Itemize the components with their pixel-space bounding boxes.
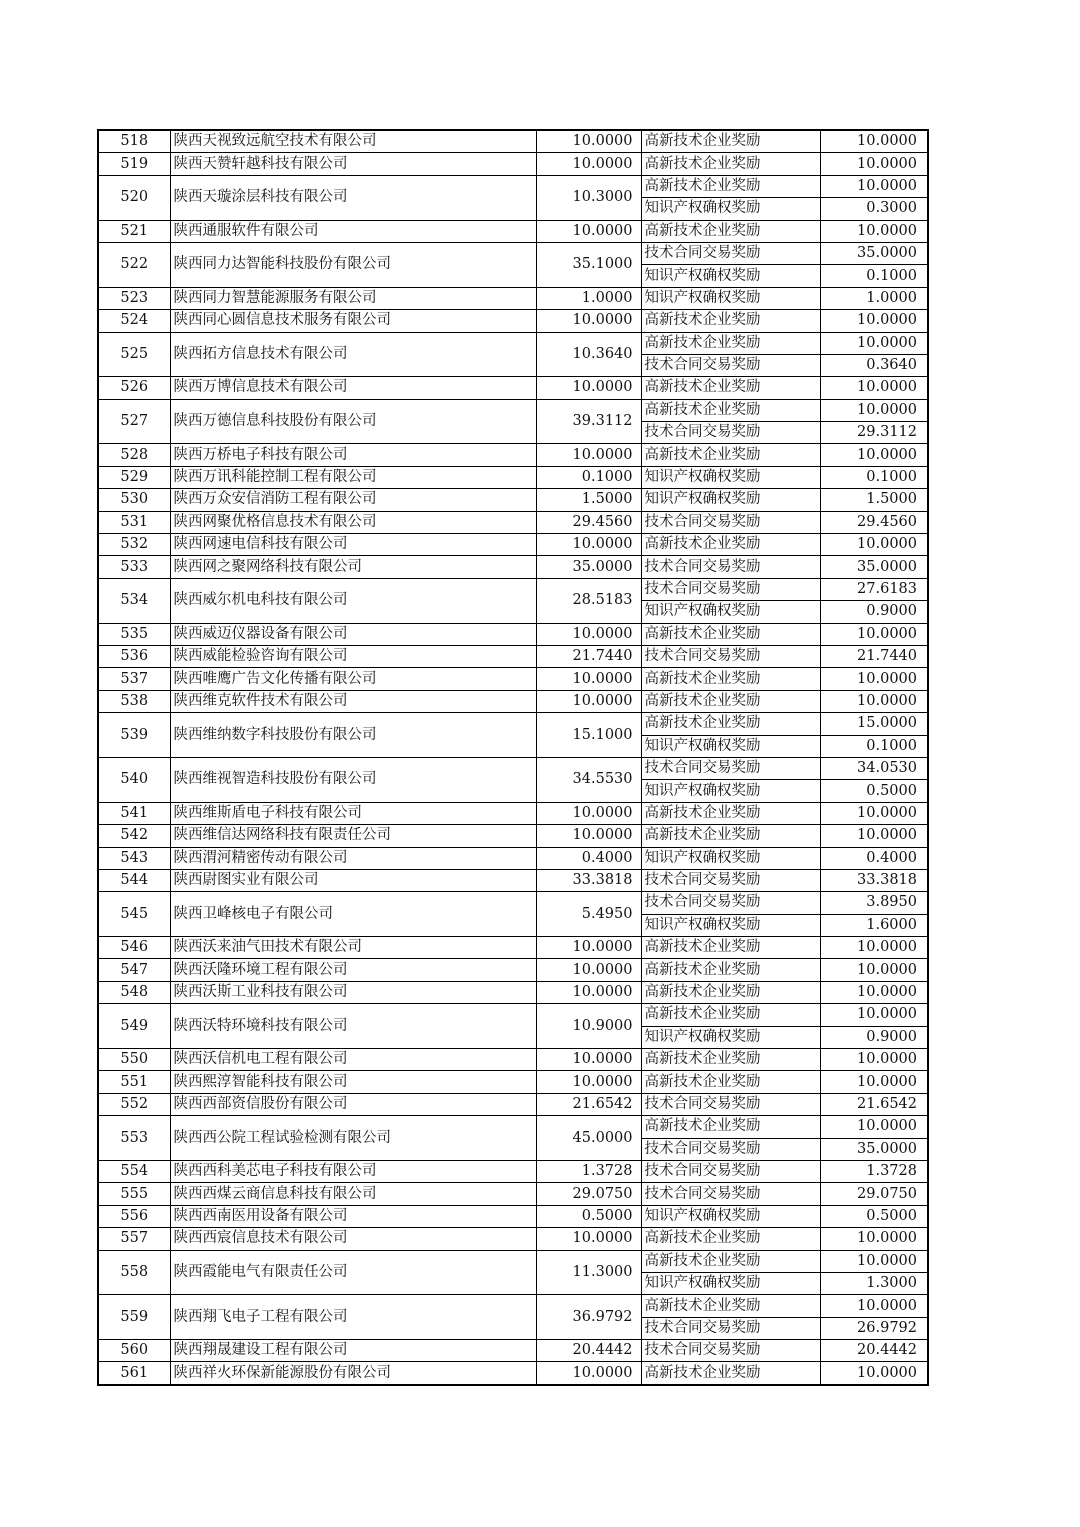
row-number: 530 <box>98 489 170 511</box>
total-amount: 10.0000 <box>536 1362 641 1385</box>
company-name: 陕西拓方信息技术有限公司 <box>170 332 536 377</box>
total-amount: 29.4560 <box>536 511 641 533</box>
table-row <box>98 242 928 264</box>
award-type: 知识产权确权奖励 <box>641 735 820 757</box>
award-amount: 10.0000 <box>820 399 928 421</box>
award-amount: 0.5000 <box>820 780 928 802</box>
company-name: 陕西尉图实业有限公司 <box>170 869 536 891</box>
table-row <box>98 220 928 242</box>
award-type: 知识产权确权奖励 <box>641 466 820 488</box>
table-row <box>98 1093 928 1115</box>
company-name: 陕西熙淳智能科技有限公司 <box>170 1071 536 1093</box>
total-amount: 10.0000 <box>536 310 641 332</box>
total-amount: 10.0000 <box>536 668 641 690</box>
award-amount: 10.0000 <box>820 444 928 466</box>
table-row <box>98 713 928 735</box>
total-amount: 39.3112 <box>536 399 641 444</box>
row-number: 528 <box>98 444 170 466</box>
award-amount: 1.5000 <box>820 489 928 511</box>
total-amount: 10.9000 <box>536 1004 641 1049</box>
award-amount: 0.9000 <box>820 601 928 623</box>
company-name: 陕西威尔机电科技有限公司 <box>170 578 536 623</box>
total-amount: 1.3728 <box>536 1160 641 1182</box>
table-row <box>98 1004 928 1026</box>
award-type: 知识产权确权奖励 <box>641 1205 820 1227</box>
table-row <box>98 1228 928 1250</box>
row-number: 557 <box>98 1228 170 1250</box>
row-number: 549 <box>98 1004 170 1049</box>
company-name: 陕西翔晟建设工程有限公司 <box>170 1340 536 1362</box>
table-row <box>98 489 928 511</box>
award-amount: 10.0000 <box>820 1362 928 1385</box>
award-amount: 10.0000 <box>820 377 928 399</box>
total-amount: 35.1000 <box>536 242 641 287</box>
table-row <box>98 1071 928 1093</box>
award-amount: 10.0000 <box>820 937 928 959</box>
award-type: 知识产权确权奖励 <box>641 1272 820 1294</box>
table-row <box>98 444 928 466</box>
award-type: 技术合同交易奖励 <box>641 1317 820 1339</box>
company-name: 陕西维信达网络科技有限责任公司 <box>170 825 536 847</box>
award-amount: 10.0000 <box>820 981 928 1003</box>
award-type: 高新技术企业奖励 <box>641 802 820 824</box>
award-amount: 29.3112 <box>820 422 928 444</box>
award-amount: 10.0000 <box>820 959 928 981</box>
row-number: 522 <box>98 242 170 287</box>
award-type: 技术合同交易奖励 <box>641 511 820 533</box>
company-name: 陕西西公院工程试验检测有限公司 <box>170 1116 536 1161</box>
award-type: 高新技术企业奖励 <box>641 444 820 466</box>
company-name: 陕西祥火环保新能源股份有限公司 <box>170 1362 536 1385</box>
award-amount: 20.4442 <box>820 1340 928 1362</box>
award-type: 高新技术企业奖励 <box>641 713 820 735</box>
company-name: 陕西霞能电气有限责任公司 <box>170 1250 536 1295</box>
table-row <box>98 287 928 309</box>
award-type: 技术合同交易奖励 <box>641 354 820 376</box>
row-number: 544 <box>98 869 170 891</box>
row-number: 548 <box>98 981 170 1003</box>
award-type: 知识产权确权奖励 <box>641 914 820 936</box>
table-row <box>98 332 928 354</box>
company-name: 陕西天视致远航空技术有限公司 <box>170 130 536 153</box>
company-name: 陕西维视智造科技股份有限公司 <box>170 757 536 802</box>
table-row <box>98 690 928 712</box>
table-row <box>98 825 928 847</box>
award-amount: 0.4000 <box>820 847 928 869</box>
company-name: 陕西沃斯工业科技有限公司 <box>170 981 536 1003</box>
row-number: 533 <box>98 556 170 578</box>
total-amount: 21.6542 <box>536 1093 641 1115</box>
total-amount: 15.1000 <box>536 713 641 758</box>
award-type: 知识产权确权奖励 <box>641 489 820 511</box>
total-amount: 33.3818 <box>536 869 641 891</box>
award-type: 高新技术企业奖励 <box>641 1295 820 1317</box>
table-row <box>98 556 928 578</box>
award-type: 高新技术企业奖励 <box>641 153 820 175</box>
company-name: 陕西同力智慧能源服务有限公司 <box>170 287 536 309</box>
total-amount: 10.0000 <box>536 444 641 466</box>
total-amount: 10.0000 <box>536 1049 641 1071</box>
award-type: 技术合同交易奖励 <box>641 422 820 444</box>
total-amount: 0.1000 <box>536 466 641 488</box>
total-amount: 28.5183 <box>536 578 641 623</box>
company-name: 陕西唯鹰广告文化传播有限公司 <box>170 668 536 690</box>
award-type: 高新技术企业奖励 <box>641 825 820 847</box>
company-name: 陕西威能检验咨询有限公司 <box>170 645 536 667</box>
award-amount: 33.3818 <box>820 869 928 891</box>
row-number: 560 <box>98 1340 170 1362</box>
row-number: 542 <box>98 825 170 847</box>
company-name: 陕西网聚优格信息技术有限公司 <box>170 511 536 533</box>
award-type: 技术合同交易奖励 <box>641 869 820 891</box>
award-type: 高新技术企业奖励 <box>641 1116 820 1138</box>
award-amount: 35.0000 <box>820 242 928 264</box>
total-amount: 36.9792 <box>536 1295 641 1340</box>
company-name: 陕西同力达智能科技股份有限公司 <box>170 242 536 287</box>
award-type: 高新技术企业奖励 <box>641 1362 820 1385</box>
award-amount: 0.5000 <box>820 1205 928 1227</box>
row-number: 543 <box>98 847 170 869</box>
award-type: 知识产权确权奖励 <box>641 198 820 220</box>
row-number: 519 <box>98 153 170 175</box>
table-row <box>98 847 928 869</box>
award-type: 技术合同交易奖励 <box>641 1093 820 1115</box>
company-name: 陕西维斯盾电子科技有限公司 <box>170 802 536 824</box>
row-number: 561 <box>98 1362 170 1385</box>
company-name: 陕西网速电信科技有限公司 <box>170 534 536 556</box>
award-type: 高新技术企业奖励 <box>641 175 820 197</box>
award-type: 高新技术企业奖励 <box>641 690 820 712</box>
award-type: 高新技术企业奖励 <box>641 1228 820 1250</box>
row-number: 521 <box>98 220 170 242</box>
total-amount: 10.0000 <box>536 130 641 153</box>
company-name: 陕西沃来油气田技术有限公司 <box>170 937 536 959</box>
table-row <box>98 534 928 556</box>
award-amount: 10.0000 <box>820 310 928 332</box>
total-amount: 35.0000 <box>536 556 641 578</box>
award-type: 高新技术企业奖励 <box>641 1049 820 1071</box>
award-amount: 1.3000 <box>820 1272 928 1294</box>
row-number: 559 <box>98 1295 170 1340</box>
row-number: 541 <box>98 802 170 824</box>
award-type: 高新技术企业奖励 <box>641 623 820 645</box>
total-amount: 10.0000 <box>536 1071 641 1093</box>
total-amount: 10.0000 <box>536 959 641 981</box>
row-number: 546 <box>98 937 170 959</box>
row-number: 527 <box>98 399 170 444</box>
award-amount: 1.3728 <box>820 1160 928 1182</box>
row-number: 554 <box>98 1160 170 1182</box>
award-type: 高新技术企业奖励 <box>641 332 820 354</box>
row-number: 547 <box>98 959 170 981</box>
award-type: 知识产权确权奖励 <box>641 287 820 309</box>
award-amount: 10.0000 <box>820 130 928 153</box>
award-type: 技术合同交易奖励 <box>641 645 820 667</box>
award-amount: 10.0000 <box>820 534 928 556</box>
award-type: 技术合同交易奖励 <box>641 556 820 578</box>
award-type: 高新技术企业奖励 <box>641 130 820 153</box>
company-name: 陕西翔飞电子工程有限公司 <box>170 1295 536 1340</box>
company-name: 陕西维纳数字科技股份有限公司 <box>170 713 536 758</box>
row-number: 518 <box>98 130 170 153</box>
award-amount: 0.3640 <box>820 354 928 376</box>
table-row <box>98 668 928 690</box>
row-number: 523 <box>98 287 170 309</box>
company-name: 陕西沃信机电工程有限公司 <box>170 1049 536 1071</box>
total-amount: 5.4950 <box>536 892 641 937</box>
award-amount: 10.0000 <box>820 1116 928 1138</box>
award-type: 技术合同交易奖励 <box>641 1138 820 1160</box>
row-number: 534 <box>98 578 170 623</box>
total-amount: 10.0000 <box>536 1228 641 1250</box>
row-number: 540 <box>98 757 170 802</box>
total-amount: 1.0000 <box>536 287 641 309</box>
award-type: 高新技术企业奖励 <box>641 937 820 959</box>
total-amount: 10.0000 <box>536 802 641 824</box>
row-number: 552 <box>98 1093 170 1115</box>
award-amount: 10.0000 <box>820 623 928 645</box>
award-type: 知识产权确权奖励 <box>641 847 820 869</box>
award-amount: 3.8950 <box>820 892 928 914</box>
award-type: 高新技术企业奖励 <box>641 399 820 421</box>
total-amount: 10.0000 <box>536 937 641 959</box>
company-name: 陕西维克软件技术有限公司 <box>170 690 536 712</box>
table-row <box>98 1205 928 1227</box>
company-name: 陕西西宸信息技术有限公司 <box>170 1228 536 1250</box>
award-amount: 29.0750 <box>820 1183 928 1205</box>
table-row <box>98 1049 928 1071</box>
table-row <box>98 937 928 959</box>
table-row <box>98 310 928 332</box>
award-type: 知识产权确权奖励 <box>641 601 820 623</box>
award-amount: 10.0000 <box>820 220 928 242</box>
award-type: 技术合同交易奖励 <box>641 1340 820 1362</box>
company-name: 陕西沃隆环境工程有限公司 <box>170 959 536 981</box>
row-number: 550 <box>98 1049 170 1071</box>
award-amount: 10.0000 <box>820 153 928 175</box>
award-type: 技术合同交易奖励 <box>641 892 820 914</box>
total-amount: 10.0000 <box>536 825 641 847</box>
table-row <box>98 892 928 914</box>
award-type: 知识产权确权奖励 <box>641 780 820 802</box>
table-row <box>98 1116 928 1138</box>
award-amount: 0.1000 <box>820 735 928 757</box>
total-amount: 10.0000 <box>536 220 641 242</box>
company-name: 陕西渭河精密传动有限公司 <box>170 847 536 869</box>
table-row <box>98 578 928 600</box>
total-amount: 10.0000 <box>536 534 641 556</box>
award-amount: 15.0000 <box>820 713 928 735</box>
award-type: 技术合同交易奖励 <box>641 578 820 600</box>
award-type: 高新技术企业奖励 <box>641 310 820 332</box>
award-amount: 0.1000 <box>820 265 928 287</box>
total-amount: 0.5000 <box>536 1205 641 1227</box>
award-amount: 10.0000 <box>820 332 928 354</box>
award-amount: 21.6542 <box>820 1093 928 1115</box>
company-name: 陕西网之聚网络科技有限公司 <box>170 556 536 578</box>
award-amount: 35.0000 <box>820 556 928 578</box>
company-name: 陕西天璇涂层科技有限公司 <box>170 175 536 220</box>
award-amount: 10.0000 <box>820 1228 928 1250</box>
table-row <box>98 399 928 421</box>
award-amount: 1.6000 <box>820 914 928 936</box>
award-type: 技术合同交易奖励 <box>641 1160 820 1182</box>
row-number: 538 <box>98 690 170 712</box>
total-amount: 10.0000 <box>536 981 641 1003</box>
award-amount: 34.0530 <box>820 757 928 779</box>
table-row <box>98 1362 928 1385</box>
company-name: 陕西万众安信消防工程有限公司 <box>170 489 536 511</box>
table-row <box>98 1295 928 1317</box>
row-number: 553 <box>98 1116 170 1161</box>
award-amount: 10.0000 <box>820 690 928 712</box>
award-type: 高新技术企业奖励 <box>641 1004 820 1026</box>
award-type: 技术合同交易奖励 <box>641 1183 820 1205</box>
total-amount: 29.0750 <box>536 1183 641 1205</box>
row-number: 525 <box>98 332 170 377</box>
total-amount: 10.0000 <box>536 153 641 175</box>
table-row <box>98 1160 928 1182</box>
company-name: 陕西西部资信股份有限公司 <box>170 1093 536 1115</box>
table-row <box>98 981 928 1003</box>
company-name: 陕西万德信息科技股份有限公司 <box>170 399 536 444</box>
award-amount: 0.1000 <box>820 466 928 488</box>
company-name: 陕西威迈仪器设备有限公司 <box>170 623 536 645</box>
company-name: 陕西万博信息技术有限公司 <box>170 377 536 399</box>
award-amount: 10.0000 <box>820 1049 928 1071</box>
total-amount: 11.3000 <box>536 1250 641 1295</box>
total-amount: 34.5530 <box>536 757 641 802</box>
company-name: 陕西万讯科能控制工程有限公司 <box>170 466 536 488</box>
table-row <box>98 869 928 891</box>
award-amount: 27.6183 <box>820 578 928 600</box>
table-row <box>98 645 928 667</box>
table-row <box>98 153 928 175</box>
award-amount: 21.7440 <box>820 645 928 667</box>
award-type: 高新技术企业奖励 <box>641 1250 820 1272</box>
award-amount: 10.0000 <box>820 825 928 847</box>
award-type: 高新技术企业奖励 <box>641 377 820 399</box>
total-amount: 10.3000 <box>536 175 641 220</box>
award-type: 高新技术企业奖励 <box>641 668 820 690</box>
row-number: 539 <box>98 713 170 758</box>
row-number: 529 <box>98 466 170 488</box>
award-type: 高新技术企业奖励 <box>641 220 820 242</box>
row-number: 551 <box>98 1071 170 1093</box>
table-row <box>98 1250 928 1272</box>
award-type: 高新技术企业奖励 <box>641 534 820 556</box>
table-row <box>98 1183 928 1205</box>
company-name: 陕西卫峰核电子有限公司 <box>170 892 536 937</box>
row-number: 524 <box>98 310 170 332</box>
table-row <box>98 175 928 197</box>
row-number: 545 <box>98 892 170 937</box>
award-amount: 29.4560 <box>820 511 928 533</box>
table-row <box>98 757 928 779</box>
company-name: 陕西沃特环境科技有限公司 <box>170 1004 536 1049</box>
table-row <box>98 377 928 399</box>
award-amount: 10.0000 <box>820 1004 928 1026</box>
award-table <box>97 129 929 1386</box>
company-name: 陕西西科美芯电子科技有限公司 <box>170 1160 536 1182</box>
award-amount: 0.3000 <box>820 198 928 220</box>
table-row <box>98 802 928 824</box>
row-number: 531 <box>98 511 170 533</box>
award-type: 知识产权确权奖励 <box>641 265 820 287</box>
total-amount: 1.5000 <box>536 489 641 511</box>
award-amount: 35.0000 <box>820 1138 928 1160</box>
row-number: 536 <box>98 645 170 667</box>
row-number: 532 <box>98 534 170 556</box>
award-type: 技术合同交易奖励 <box>641 242 820 264</box>
total-amount: 20.4442 <box>536 1340 641 1362</box>
table-row <box>98 130 928 153</box>
row-number: 555 <box>98 1183 170 1205</box>
award-amount: 1.0000 <box>820 287 928 309</box>
award-amount: 10.0000 <box>820 1071 928 1093</box>
award-type: 高新技术企业奖励 <box>641 1071 820 1093</box>
award-type: 高新技术企业奖励 <box>641 959 820 981</box>
award-amount: 10.0000 <box>820 1295 928 1317</box>
company-name: 陕西同心圆信息技术服务有限公司 <box>170 310 536 332</box>
award-amount: 10.0000 <box>820 802 928 824</box>
company-name: 陕西天赞轩越科技有限公司 <box>170 153 536 175</box>
total-amount: 10.0000 <box>536 377 641 399</box>
row-number: 520 <box>98 175 170 220</box>
table-row <box>98 511 928 533</box>
total-amount: 10.0000 <box>536 690 641 712</box>
row-number: 535 <box>98 623 170 645</box>
company-name: 陕西西煤云商信息科技有限公司 <box>170 1183 536 1205</box>
total-amount: 0.4000 <box>536 847 641 869</box>
award-amount: 26.9792 <box>820 1317 928 1339</box>
company-name: 陕西西南医用设备有限公司 <box>170 1205 536 1227</box>
award-type: 高新技术企业奖励 <box>641 981 820 1003</box>
award-amount: 10.0000 <box>820 668 928 690</box>
row-number: 558 <box>98 1250 170 1295</box>
company-name: 陕西万桥电子科技有限公司 <box>170 444 536 466</box>
award-type: 知识产权确权奖励 <box>641 1026 820 1048</box>
award-table-body <box>98 130 928 1385</box>
total-amount: 21.7440 <box>536 645 641 667</box>
award-type: 技术合同交易奖励 <box>641 757 820 779</box>
total-amount: 10.0000 <box>536 623 641 645</box>
award-amount: 10.0000 <box>820 175 928 197</box>
award-amount: 0.9000 <box>820 1026 928 1048</box>
row-number: 537 <box>98 668 170 690</box>
total-amount: 10.3640 <box>536 332 641 377</box>
row-number: 526 <box>98 377 170 399</box>
table-row <box>98 959 928 981</box>
table-row <box>98 1340 928 1362</box>
table-row <box>98 623 928 645</box>
table-row <box>98 466 928 488</box>
row-number: 556 <box>98 1205 170 1227</box>
award-amount: 10.0000 <box>820 1250 928 1272</box>
company-name: 陕西通服软件有限公司 <box>170 220 536 242</box>
total-amount: 45.0000 <box>536 1116 641 1161</box>
